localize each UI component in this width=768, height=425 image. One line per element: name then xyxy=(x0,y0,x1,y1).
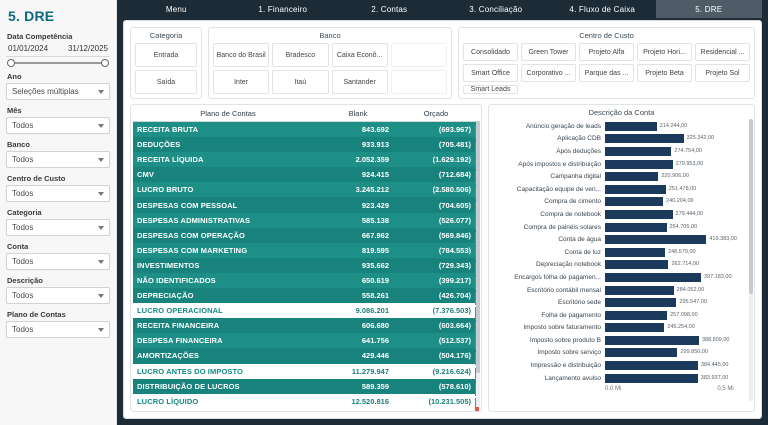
chart-bar-track xyxy=(605,361,750,370)
x-tick-1: 0,5 Mi xyxy=(717,386,734,393)
matrix-cell-plano: RECEITA BRUTA xyxy=(137,125,199,135)
matrix-cell-blank: 3.245.212 xyxy=(355,185,389,195)
chart-bar-row[interactable] xyxy=(493,259,750,272)
matrix-cell-orcado: (784.553) xyxy=(397,246,479,255)
chart-bar-track xyxy=(605,323,750,332)
chevron-down-icon xyxy=(98,328,104,332)
slicer-categoria xyxy=(130,27,202,99)
matrix-cell-blank: 2.052.359 xyxy=(355,155,389,165)
chart-bar-row[interactable] xyxy=(493,347,750,360)
matrix-cell-plano: DISTRIBUIÇÃO DE LUCROS xyxy=(137,381,240,391)
chart-bar-row[interactable] xyxy=(493,145,750,158)
matrix-cell-blank: 12.520.816 xyxy=(351,396,389,406)
filter-dropdown-ano[interactable] xyxy=(6,83,110,100)
chart-bar-value: 388.809,00 xyxy=(701,336,730,343)
matrix-header-row xyxy=(133,107,479,122)
table-row[interactable] xyxy=(133,364,479,379)
slicer-tile-green-tower[interactable]: Green Tower xyxy=(521,43,576,61)
matrix-cell-plano: LUCRO ANTES DO IMPOSTO xyxy=(137,366,243,376)
table-row[interactable] xyxy=(133,258,479,273)
matrix-cell-plano: DESPESAS COM PESSOAL xyxy=(137,200,238,210)
chart-bar-row[interactable] xyxy=(493,196,750,209)
chart-bar-track xyxy=(605,336,750,345)
filter-value-categoria: Todos xyxy=(12,223,34,232)
chart-bar-track xyxy=(605,298,750,307)
chart-bar-track xyxy=(605,210,750,219)
chart-bar-fill xyxy=(605,374,698,383)
matrix-cell-plano: LUCRO BRUTO xyxy=(137,185,194,195)
table-row[interactable] xyxy=(133,394,479,409)
matrix-cell-orcado: (578.610) xyxy=(397,382,479,391)
slicer-tile-parque-das[interactable]: Parque das ... xyxy=(579,64,634,82)
slicer-tile-entrada[interactable]: Entrada xyxy=(135,43,197,67)
filter-value-centro-de-custo: Todos xyxy=(12,189,34,198)
matrix-cell-blank: 924.415 xyxy=(361,170,389,180)
chevron-down-icon xyxy=(98,158,104,162)
chart-bar-track xyxy=(605,374,750,383)
filter-value-conta: Todos xyxy=(12,257,34,266)
slicer-tile-projeto-beta[interactable]: Projeto Beta xyxy=(637,64,692,82)
chart-bar-fill xyxy=(605,273,701,282)
chart-bar-label: Imposto sobre serviço xyxy=(537,349,601,357)
date-range-values[interactable] xyxy=(6,43,110,57)
matrix-cell-blank: 429.446 xyxy=(361,351,389,361)
filter-label-ano: Ano xyxy=(7,72,22,81)
matrix-header-plano[interactable]: Plano de Contas xyxy=(200,109,256,118)
report-canvas xyxy=(123,20,762,419)
matrix-scrollbar[interactable] xyxy=(476,121,480,407)
chart-bar-row[interactable] xyxy=(493,309,750,322)
matrix-cell-plano: DEPRECIAÇÃO xyxy=(137,291,194,301)
chart-bar-label: Escritório contábil mensal xyxy=(526,286,601,294)
matrix-cell-orcado: (504.176) xyxy=(397,351,479,360)
nav-item-conciliacao[interactable]: 3. Conciliação xyxy=(469,4,523,14)
chart-bar-label: Folha de pagamento xyxy=(541,311,601,319)
filter-label-data-competencia: Data Competência xyxy=(7,32,73,41)
chart-bar-row[interactable] xyxy=(493,246,750,259)
chart-scrollbar[interactable] xyxy=(749,119,753,401)
chart-bar-fill xyxy=(605,134,684,143)
slicer-tile-banco-do-brasil[interactable]: Banco do Brasil xyxy=(213,43,269,67)
slicer-tile-bradesco[interactable]: Bradesco xyxy=(272,43,328,67)
filter-label-conta: Conta xyxy=(7,242,29,251)
chart-bar-label: Compra de notebook xyxy=(540,210,601,218)
chart-x-axis xyxy=(493,386,750,392)
chevron-down-icon xyxy=(98,124,104,128)
chart-bar-label: Campanha digital xyxy=(550,173,601,181)
matrix-cell-blank: 843.692 xyxy=(361,125,389,135)
chart-bar-row[interactable] xyxy=(493,271,750,284)
slicer-tile-santander[interactable]: Santander xyxy=(332,70,388,94)
matrix-cell-orcado: (7.376.503) xyxy=(397,306,479,315)
slicer-title-banco: Banco xyxy=(319,31,341,40)
chart-bar-row[interactable] xyxy=(493,359,750,372)
chart-bar-label: Aplicação CDB xyxy=(557,135,601,143)
slicer-tile-itau[interactable]: Itaú xyxy=(272,70,328,94)
chart-bar-label: Compra de painéis solares xyxy=(523,223,601,231)
chart-bar-value: 251.478,00 xyxy=(668,185,697,192)
chart-bar-track xyxy=(605,311,750,320)
table-row[interactable] xyxy=(133,167,479,182)
slicer-tile-smart-leads[interactable]: Smart Leads xyxy=(463,85,518,94)
chart-bar-row[interactable] xyxy=(493,233,750,246)
chart-bar-fill xyxy=(605,147,671,156)
chart-scrollbar-thumb[interactable] xyxy=(749,119,753,294)
chart-bar-label: Anúncio geração de leads xyxy=(525,122,601,130)
chart-bar-track xyxy=(605,235,750,244)
matrix-scrollbar-thumb[interactable] xyxy=(476,121,480,373)
matrix-cell-blank: 650.619 xyxy=(361,275,389,285)
filter-value-plano-de-contas: Todos xyxy=(12,325,34,334)
matrix-cell-plano: INVESTIMENTOS xyxy=(137,260,200,270)
matrix-cell-plano: LUCRO OPERACIONAL xyxy=(137,306,223,316)
chart-bar-fill xyxy=(605,323,664,332)
filter-dropdown-descricao[interactable] xyxy=(6,287,110,304)
table-row[interactable] xyxy=(133,152,479,167)
filter-label-categoria: Categoria xyxy=(7,208,42,217)
slicer-tile-residencial[interactable]: Residencial ... xyxy=(695,43,750,61)
chart-bar-row[interactable] xyxy=(493,120,750,133)
matrix-cell-plano: DESPESA FINANCEIRA xyxy=(137,336,223,346)
chart-bar-row[interactable] xyxy=(493,334,750,347)
chart-bar-row[interactable] xyxy=(493,170,750,183)
chart-bar-row[interactable] xyxy=(493,158,750,171)
nav-item-menu[interactable]: Menu xyxy=(165,4,187,14)
slicer-tile-banco-empty-1 xyxy=(391,43,447,67)
slicer-centro-de-custo xyxy=(458,27,755,99)
chart-bar-track xyxy=(605,286,750,295)
filter-dropdown-conta[interactable] xyxy=(6,253,110,270)
table-row[interactable] xyxy=(133,243,479,258)
matrix-cell-orcado: (729.343) xyxy=(397,261,479,270)
chart-bar-row[interactable] xyxy=(493,372,750,385)
chart-bar-value: 248.579,00 xyxy=(668,248,696,255)
chart-bar-row[interactable] xyxy=(493,322,750,335)
chart-bar-label: Impressão e distribuição xyxy=(530,362,601,370)
filter-label-descricao: Descrição xyxy=(7,276,43,285)
matrix-cell-blank: 558.261 xyxy=(361,291,389,301)
slicer-tiles-categoria xyxy=(135,43,197,94)
table-row[interactable] xyxy=(133,288,479,303)
slicer-tile-projeto-alfa[interactable]: Projeto Alfa xyxy=(579,43,634,61)
chart-bar-value: 299.850,00 xyxy=(680,349,708,356)
chart-bar-value: 325.342,00 xyxy=(686,135,715,142)
chart-bar-track xyxy=(605,185,750,194)
chart-bar-row[interactable] xyxy=(493,208,750,221)
chevron-down-icon xyxy=(98,90,104,94)
table-row[interactable] xyxy=(133,379,479,394)
chart-bar-value: 383.937,00 xyxy=(700,374,729,381)
chart-bar-label: Capacitação equipe de ven... xyxy=(516,185,601,193)
page-title: 5. DRE xyxy=(8,8,55,24)
matrix-cell-orcado: (705.481) xyxy=(397,140,479,149)
chart-bar-track xyxy=(605,197,750,206)
matrix-cell-orcado: (693.967) xyxy=(397,125,479,134)
matrix-cell-blank: 935.662 xyxy=(361,260,389,270)
chart-bar-label: Encargos folha de pagamen... xyxy=(514,273,601,281)
matrix-body[interactable] xyxy=(133,122,479,409)
nav-item-dre[interactable]: 5. DRE xyxy=(656,0,763,18)
matrix-cell-plano: DESPESAS COM MARKETING xyxy=(137,245,248,255)
chart-bar-fill xyxy=(605,122,657,131)
matrix-cell-blank: 933.913 xyxy=(361,140,389,150)
slicer-title-centro-de-custo: Centro de Custo xyxy=(579,31,634,40)
matrix-cell-orcado: (512.537) xyxy=(397,336,479,345)
filter-label-centro-de-custo: Centro de Custo xyxy=(7,174,66,183)
chart-bar-track xyxy=(605,172,750,181)
chart-bar-label: Depreciação notebook xyxy=(535,261,601,269)
matrix-header-orcado[interactable]: Orçado xyxy=(423,109,449,118)
chart-bar-row[interactable] xyxy=(493,183,750,196)
chart-bar-value: 220.906,00 xyxy=(661,173,689,180)
chart-bar-track xyxy=(605,122,750,131)
matrix-cell-blank: 641.756 xyxy=(361,336,389,346)
chart-bar-row[interactable] xyxy=(493,133,750,146)
chart-bar-track xyxy=(605,260,750,269)
table-row[interactable] xyxy=(133,197,479,212)
filter-value-ano: Seleções múltiplas xyxy=(12,87,79,96)
filter-label-mes: Mês xyxy=(7,106,22,115)
slicer-tiles-banco xyxy=(213,43,447,94)
matrix-cell-orcado: (399.217) xyxy=(397,276,479,285)
chart-bar-track xyxy=(605,273,750,282)
chart-bar-fill xyxy=(605,223,667,232)
nav-item-contas[interactable]: 2. Contas xyxy=(371,4,408,14)
chart-bar-value: 254.705,00 xyxy=(669,223,698,230)
chart-bar-value: 279.444,00 xyxy=(675,210,704,217)
slicer-tile-corporativo[interactable]: Corporativo ... xyxy=(521,64,576,82)
slider-handle-right[interactable] xyxy=(101,59,109,67)
matrix-cell-plano: DESPESAS ADMINISTRATIVAS xyxy=(137,215,251,225)
chart-bar-value: 245.254,00 xyxy=(667,324,695,331)
matrix-cell-blank: 667.962 xyxy=(361,230,389,240)
chart-bar-track xyxy=(605,223,750,232)
matrix-cell-orcado: (526.077) xyxy=(397,216,479,225)
chart-bar-fill xyxy=(605,336,699,345)
slicer-tile-projeto-sol[interactable]: Projeto Sol xyxy=(695,64,750,82)
lower-row xyxy=(130,104,755,412)
filter-label-banco: Banco xyxy=(7,140,30,149)
table-row[interactable] xyxy=(133,348,479,363)
chart-bar-fill xyxy=(605,185,666,194)
table-row[interactable] xyxy=(133,318,479,333)
chart-bar-row[interactable] xyxy=(493,221,750,234)
chart-bar-value: 279.953,00 xyxy=(675,160,704,167)
x-tick-0: 0,0 Mi xyxy=(605,386,622,393)
slider-track xyxy=(9,62,107,64)
chart-bar-fill xyxy=(605,311,667,320)
chart-bar-value: 262.714,00 xyxy=(671,261,700,268)
chart-bar-fill xyxy=(605,248,665,257)
date-start-value: 01/01/2024 xyxy=(8,44,49,53)
table-row[interactable] xyxy=(133,303,479,318)
table-row[interactable] xyxy=(133,213,479,228)
dre-matrix xyxy=(130,104,482,412)
chart-bar-track xyxy=(605,134,750,143)
slicer-tile-consolidado[interactable]: Consolidado xyxy=(463,43,518,61)
matrix-cell-plano: LUCRO LÍQUIDO xyxy=(137,396,199,406)
matrix-cell-plano: CMV xyxy=(137,170,154,180)
matrix-cell-orcado: (569.846) xyxy=(397,231,479,240)
chart-bar-value: 284.052,00 xyxy=(676,286,705,293)
descricao-conta-chart xyxy=(488,104,755,412)
chart-bar-value: 274.754,00 xyxy=(674,147,702,154)
matrix-cell-blank: 585.138 xyxy=(361,215,389,225)
chart-bar-track xyxy=(605,160,750,169)
chart-bar-fill xyxy=(605,260,668,269)
chevron-down-icon xyxy=(98,260,104,264)
slicer-tile-inter[interactable]: Inter xyxy=(213,70,269,94)
chart-bar-track xyxy=(605,348,750,357)
matrix-cell-orcado: (1.629.192) xyxy=(397,155,479,164)
slicer-banco xyxy=(208,27,452,99)
matrix-cell-orcado: (704.605) xyxy=(397,201,479,210)
slicer-tile-projeto-horizonte[interactable]: Projeto Hori... xyxy=(637,43,692,61)
matrix-cell-plano: DEDUÇÕES xyxy=(137,140,181,150)
chart-bar-fill xyxy=(605,298,676,307)
chart-bars xyxy=(493,120,750,384)
chart-bar-fill xyxy=(605,197,663,206)
matrix-header-blank[interactable]: Blank xyxy=(348,109,368,118)
chart-bar-fill xyxy=(605,210,673,219)
filter-label-plano-de-contas: Plano de Contas xyxy=(7,310,66,319)
chart-bar-track xyxy=(605,248,750,257)
chart-bar-label: Após deduções xyxy=(556,147,601,155)
chart-bar-fill xyxy=(605,348,677,357)
filter-value-mes: Todos xyxy=(12,121,34,130)
matrix-cell-blank: 819.595 xyxy=(361,245,389,255)
matrix-cell-orcado: (712.684) xyxy=(397,170,479,179)
table-row[interactable] xyxy=(133,182,479,197)
chart-bar-row[interactable] xyxy=(493,284,750,297)
chart-bar-value: 214.244,00 xyxy=(659,122,688,129)
chevron-down-icon xyxy=(98,294,104,298)
chart-bar-fill xyxy=(605,235,706,244)
top-navigation xyxy=(117,0,768,18)
nav-item-fluxo-de-caixa[interactable]: 4. Fluxo de Caixa xyxy=(569,4,636,14)
matrix-cell-plano: AMORTIZAÇÕES xyxy=(137,351,200,361)
matrix-cell-blank: 606.680 xyxy=(361,321,389,331)
chart-bar-value: 240.204,00 xyxy=(666,198,694,205)
chart-bar-fill xyxy=(605,361,698,370)
table-row[interactable] xyxy=(133,122,479,137)
matrix-cell-blank: 923.429 xyxy=(361,200,389,210)
chart-bar-fill xyxy=(605,172,658,181)
report-main xyxy=(117,0,768,425)
table-row[interactable] xyxy=(133,333,479,348)
matrix-cell-plano: NÃO IDENTIFICADOS xyxy=(137,275,216,285)
slicer-tiles-centro-de-custo xyxy=(463,43,750,94)
chart-bar-value: 384.445,00 xyxy=(700,362,729,369)
filter-dropdown-categoria[interactable] xyxy=(6,219,110,236)
chart-bar-track xyxy=(605,147,750,156)
filter-value-banco: Todos xyxy=(12,155,34,164)
slicer-tile-banco-empty-2 xyxy=(391,70,447,94)
filter-dropdown-mes[interactable] xyxy=(6,117,110,134)
matrix-cell-blank: 9.086.201 xyxy=(355,306,389,316)
table-row[interactable] xyxy=(133,137,479,152)
chart-bar-value: 419.383,00 xyxy=(709,236,737,243)
chart-bar-label: Lançamento avulso xyxy=(544,374,601,382)
chart-bar-value: 257.098,00 xyxy=(670,311,698,318)
chart-bar-value: 397.183,00 xyxy=(703,273,732,280)
slicer-tile-saida[interactable]: Saída xyxy=(135,70,197,94)
table-row[interactable] xyxy=(133,273,479,288)
slicer-tile-smart-office[interactable]: Smart Office xyxy=(463,64,518,82)
chart-bar-fill xyxy=(605,286,674,295)
chart-bar-label: Escritório sede xyxy=(558,299,601,307)
chart-bar-row[interactable] xyxy=(493,296,750,309)
chart-bar-label: Conta de água xyxy=(558,236,601,244)
date-range-slider[interactable] xyxy=(6,57,110,66)
filter-dropdown-banco[interactable] xyxy=(6,151,110,168)
table-row[interactable] xyxy=(133,228,479,243)
matrix-cell-plano: DESPESAS COM OPERAÇÃO xyxy=(137,230,245,240)
filter-dropdown-plano-de-contas[interactable] xyxy=(6,321,110,338)
chevron-down-icon xyxy=(98,226,104,230)
filter-dropdown-centro-de-custo[interactable] xyxy=(6,185,110,202)
slider-handle-left[interactable] xyxy=(7,59,15,67)
matrix-cell-blank: 589.359 xyxy=(361,381,389,391)
matrix-cell-plano: RECEITA LÍQUIDA xyxy=(137,155,204,165)
matrix-cell-blank: 11.279.947 xyxy=(351,366,389,376)
slicer-row xyxy=(130,27,755,99)
matrix-cell-orcado: (426.704) xyxy=(397,291,479,300)
chart-bar-label: Conta de luz xyxy=(564,248,601,256)
matrix-cell-plano: RECEITA FINANCEIRA xyxy=(137,321,220,331)
filter-value-descricao: Todos xyxy=(12,291,34,300)
chevron-down-icon xyxy=(98,192,104,196)
chart-bar-label: Imposto sobre faturamento xyxy=(523,324,601,332)
filters-sidebar xyxy=(0,0,117,425)
slicer-tile-caixa-economica[interactable]: Caixa Econô... xyxy=(332,43,388,67)
matrix-cell-orcado: (10.231.505) xyxy=(397,397,479,406)
nav-item-financeiro[interactable]: 1. Financeiro xyxy=(258,4,308,14)
matrix-cell-orcado: (603.664) xyxy=(397,321,479,330)
date-end-value: 31/12/2025 xyxy=(67,44,108,53)
chart-bar-label: Após impostos e distribuição xyxy=(518,160,601,168)
chart-bar-label: Imposto sobre produto B xyxy=(529,336,601,344)
chart-bar-fill xyxy=(605,160,673,169)
slicer-title-categoria: Categoria xyxy=(149,31,183,40)
matrix-cell-orcado: (9.216.624) xyxy=(397,367,479,376)
chart-title: Descrição da Conta xyxy=(588,108,655,117)
chart-bar-value: 295.547,00 xyxy=(679,299,707,306)
matrix-cell-orcado: (2.580.506) xyxy=(397,185,479,194)
chart-bar-label: Compra de cimento xyxy=(544,198,601,206)
